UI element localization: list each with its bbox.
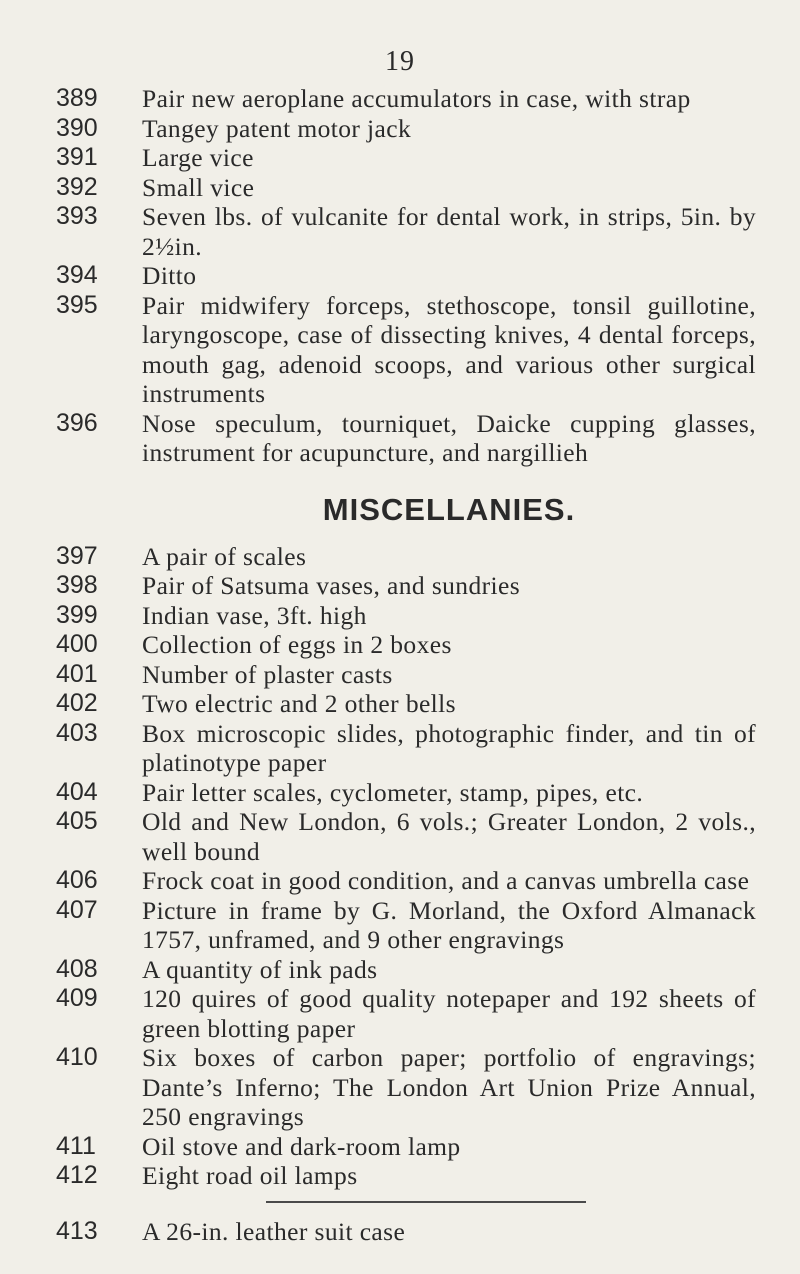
lot-entry — [56, 778, 756, 808]
lot-entry — [56, 409, 756, 468]
lot-description: Old and New London, 6 vols.; Greater London, 2 vols., well bound — [142, 807, 756, 866]
lot-number: 403 — [56, 718, 98, 747]
lot-description: Ditto — [142, 261, 197, 290]
lot-number: 400 — [56, 630, 98, 658]
lot-entry — [56, 261, 756, 291]
lot-group-surgical — [56, 84, 756, 468]
lot-number: 402 — [56, 689, 98, 717]
lot-number: 411 — [56, 1131, 96, 1160]
divider-rule — [266, 1201, 586, 1203]
lot-entry — [56, 542, 756, 572]
lot-description: A pair of scales — [142, 541, 307, 571]
section-heading: MISCELLANIES. — [322, 491, 576, 527]
lot-number: 408 — [56, 954, 98, 983]
lot-list — [56, 84, 756, 1246]
lot-entry — [56, 660, 756, 690]
lot-entry — [56, 1043, 756, 1132]
lot-description: Picture in frame by G. Morland, the Oxford Almanack 1757, unframed, and 9 other engravings — [142, 895, 756, 954]
lot-description: Frock coat in good condition, and a canvas umbrella case — [142, 866, 750, 895]
lot-description: A quantity of ink pads — [142, 954, 378, 984]
lot-entry — [56, 1217, 756, 1247]
lot-entry — [56, 866, 756, 896]
lot-entry — [56, 84, 756, 114]
lot-entry — [56, 571, 756, 601]
lot-entry — [56, 689, 756, 719]
lot-number: 395 — [56, 290, 98, 319]
lot-entry — [56, 291, 756, 409]
lot-description: Small vice — [142, 172, 255, 202]
lot-number: 410 — [56, 1043, 98, 1071]
lot-group-miscellanies — [56, 542, 756, 1191]
lot-description: Pair midwifery forceps, stethoscope, tonsil guillotine, laryngoscope, case of dissecting knives, 4 dental forceps, mouth gag, adenoid scoops, and various other surgical instruments — [142, 290, 756, 408]
lot-number: 398 — [56, 571, 98, 599]
lot-description: Pair new aeroplane accumulators in case, with strap — [142, 84, 691, 113]
lot-entry — [56, 807, 756, 866]
lot-number: 412 — [56, 1161, 98, 1189]
lot-number: 413 — [56, 1216, 98, 1245]
lot-description: Box microscopic slides, photographic finder, and tin of platinotype paper — [142, 718, 756, 777]
lot-description: Eight road oil lamps — [142, 1161, 358, 1190]
lot-entry — [56, 143, 756, 173]
lot-description: Collection of eggs in 2 boxes — [142, 630, 452, 659]
lot-entry — [56, 630, 756, 660]
lot-entry — [56, 955, 756, 985]
lot-number: 405 — [56, 807, 98, 835]
lot-number: 394 — [56, 261, 98, 289]
lot-group-final — [56, 1217, 756, 1247]
lot-entry — [56, 896, 756, 955]
lot-description: A 26-in. leather suit case — [142, 1216, 406, 1246]
lot-entry — [56, 1161, 756, 1191]
lot-entry — [56, 173, 756, 203]
lot-number: 397 — [56, 541, 98, 570]
lot-entry — [56, 719, 756, 778]
lot-description: Nose speculum, tourniquet, Daicke cupping glasses, instrument for acupuncture, and nargillieh — [142, 408, 756, 467]
lot-description: Indian vase, 3ft. high — [142, 600, 367, 630]
lot-number: 393 — [56, 202, 98, 230]
lot-number: 401 — [56, 659, 98, 688]
lot-number: 407 — [56, 895, 98, 924]
lot-description: Two electric and 2 other bells — [142, 689, 456, 718]
lot-number: 406 — [56, 866, 98, 894]
lot-number: 392 — [56, 172, 98, 201]
lot-number: 391 — [56, 143, 98, 171]
lot-entry — [56, 1132, 756, 1162]
lot-entry — [56, 202, 756, 261]
lot-number: 390 — [56, 113, 98, 142]
lot-entry — [56, 114, 756, 144]
lot-description: Oil stove and dark-room lamp — [142, 1131, 461, 1161]
page-number: 19 — [385, 46, 415, 77]
lot-description: 120 quires of good quality notepaper and 192 sheets of green blotting paper — [142, 984, 756, 1043]
lot-description: Pair of Satsuma vases, and sundries — [142, 571, 521, 600]
lot-description: Pair letter scales, cyclometer, stamp, pipes, etc. — [142, 777, 644, 807]
lot-number: 404 — [56, 777, 98, 806]
lot-entry — [56, 984, 756, 1043]
lot-number: 409 — [56, 984, 98, 1012]
lot-description: Six boxes of carbon paper; portfolio of engravings; Dante’s Inferno; The London Art Union Prize Annual, 250 engravings — [142, 1043, 756, 1131]
lot-description: Number of plaster casts — [142, 659, 393, 689]
lot-number: 389 — [56, 84, 98, 112]
lot-number: 396 — [56, 408, 98, 437]
lot-entry — [56, 601, 756, 631]
lot-description: Large vice — [142, 143, 254, 172]
lot-description: Seven lbs. of vulcanite for dental work, in strips, 5in. by 2½in. — [142, 202, 756, 261]
lot-description: Tangey patent motor jack — [142, 113, 412, 143]
lot-number: 399 — [56, 600, 98, 629]
